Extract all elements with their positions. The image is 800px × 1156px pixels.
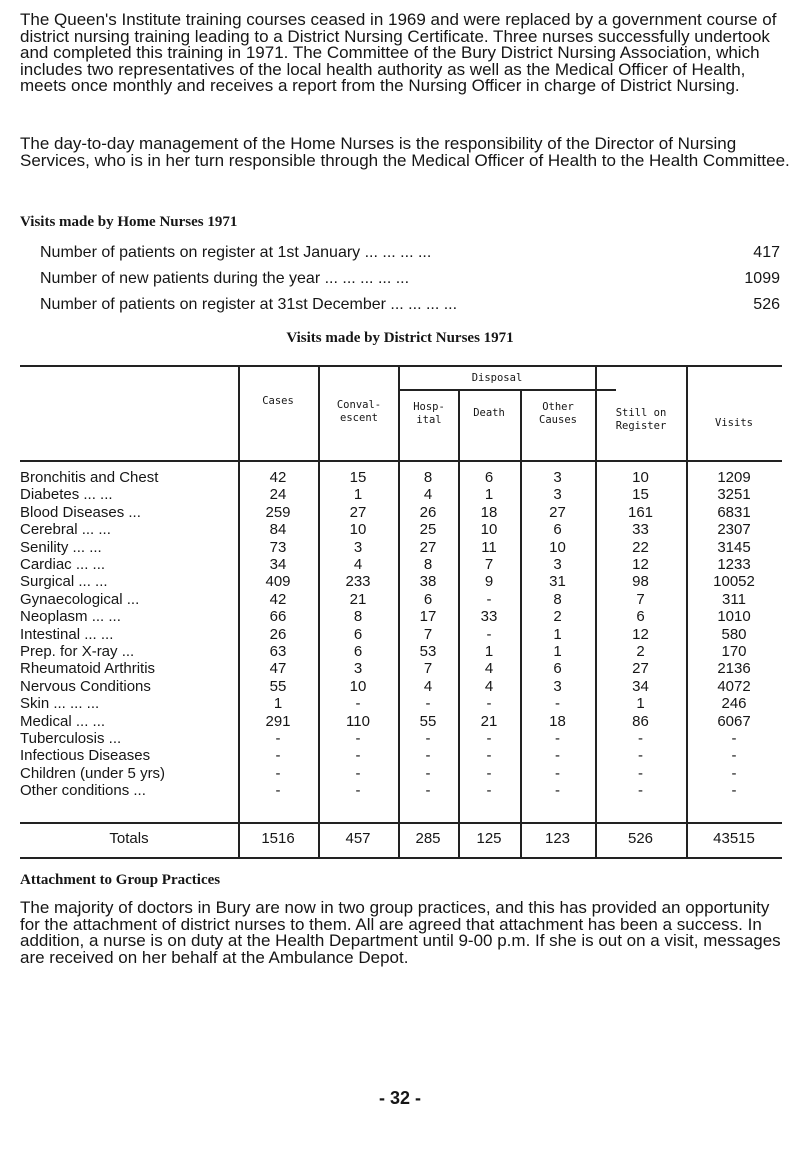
cell-hospital: 8 (423, 556, 433, 573)
totals-row (20, 830, 782, 850)
intro-paragraph-2: The day-to-day management of the Home Nurses is the responsibility of the Director of Nursing Services, who is in her turn responsible through the Medical Officer of Health to the Health Committee. (20, 134, 790, 170)
totals-label: Totals (109, 830, 149, 847)
register-line-value: 526 (753, 296, 780, 313)
cell-death: 6 (484, 469, 494, 486)
cell-other-causes: 3 (553, 677, 562, 695)
cell-visits: 4072 (717, 677, 751, 695)
row-label: Diabetes ... ... (20, 486, 113, 504)
cell-cases: 291 (265, 712, 291, 730)
cell-visits: 1233 (717, 556, 751, 573)
cell-other-causes: 31 (549, 573, 566, 591)
row-label: Rheumatoid Arthritis (20, 660, 156, 678)
cell-visits: - (731, 782, 737, 800)
intro-paragraph-1: The Queen's Institute training courses ceased in 1969 and were replaced by a government course of district nursing training leading to a District Nursing Certificate. Three nurses successfully undertook and completed this training in 1971. The Committee of the Bury District Nursing Association, which includes two representatives of the local health authority as well as the Medical Officer of Health, meets once monthly and receives a report from the Nursing Officer in charge of District Nursing. (20, 10, 777, 96)
cell-still-on-register: 86 (632, 712, 649, 730)
cell-other-causes: - (555, 782, 560, 800)
cell-death: 10 (480, 521, 498, 539)
cell-convalescent: 233 (345, 573, 371, 591)
cell-death: 1 (484, 486, 494, 504)
cell-still-on-register: 1 (636, 695, 645, 713)
row-label: Prep. for X-ray ... (20, 643, 135, 660)
row-label: Tuberculosis ... (20, 730, 122, 747)
district-nurses-heading: Visits made by District Nurses 1971 (286, 330, 514, 346)
cell-other-causes: - (555, 747, 560, 765)
table-row (20, 558, 782, 571)
cell-cases: 26 (269, 625, 287, 643)
cell-convalescent: 27 (349, 503, 367, 521)
cell-still-on-register: 12 (632, 625, 649, 643)
cell-still-on-register: 15 (632, 486, 649, 504)
totals-death: 125 (476, 830, 502, 847)
register-line-value: 417 (753, 244, 780, 261)
cell-cases: 47 (269, 660, 287, 678)
table-row (20, 608, 782, 626)
table-row (20, 521, 782, 539)
cell-other-causes: - (555, 695, 560, 713)
totals-other-causes: 123 (544, 830, 571, 847)
cell-other-causes: 3 (553, 486, 562, 504)
register-line-label: Number of patients on register at 31st December ... ... ... ... (40, 296, 458, 313)
cell-convalescent: - (355, 764, 361, 782)
cell-hospital: 17 (419, 608, 437, 626)
cell-cases: 63 (269, 643, 287, 660)
cell-still-on-register: 34 (632, 677, 649, 695)
cell-still-on-register: 7 (636, 590, 645, 608)
cell-visits: - (731, 764, 737, 782)
cell-hospital: 4 (423, 677, 433, 695)
cell-death: - (486, 695, 492, 713)
totals-hospital: 285 (415, 830, 441, 847)
row-label: Blood Diseases ... (20, 503, 141, 521)
row-label: Skin ... ... ... (20, 695, 100, 713)
register-line-label: Number of patients on register at 1st January ... ... ... ... (40, 244, 432, 261)
cell-visits: 3145 (717, 538, 751, 556)
cell-convalescent: 8 (353, 608, 363, 626)
totals-still-on-register: 526 (627, 830, 654, 847)
table-row (20, 573, 782, 591)
row-label: Intestinal ... ... (20, 625, 114, 643)
cell-visits: 6067 (717, 712, 751, 730)
cell-cases: 1 (273, 695, 283, 713)
cell-hospital: 6 (423, 590, 433, 608)
cell-hospital: 38 (419, 573, 437, 591)
cell-hospital: 8 (423, 469, 433, 486)
table-row (20, 625, 782, 643)
cell-visits: 1209 (717, 469, 751, 486)
cell-cases: 66 (269, 608, 287, 626)
cell-death: 9 (484, 573, 494, 591)
cell-visits: 311 (722, 590, 746, 608)
header-death: Death (473, 407, 505, 419)
cell-visits: 10052 (713, 573, 755, 591)
row-label: Neoplasm ... ... (20, 608, 121, 626)
cell-hospital: 27 (419, 538, 437, 556)
row-label: Gynaecological ... (20, 590, 140, 608)
cell-convalescent: 6 (353, 625, 363, 643)
home-nurses-heading: Visits made by Home Nurses 1971 (20, 214, 238, 230)
cell-hospital: 25 (419, 521, 437, 539)
table-row (20, 732, 782, 745)
cell-hospital: - (425, 747, 431, 765)
row-label: Cerebral ... ... (20, 521, 111, 539)
register-line-1st-january (40, 244, 780, 268)
cell-other-causes: 6 (553, 660, 562, 678)
table-row (20, 503, 782, 521)
cell-death: 18 (480, 503, 498, 521)
cell-cases: 34 (269, 556, 287, 573)
cell-convalescent: 3 (353, 538, 363, 556)
cell-hospital: 4 (423, 486, 433, 504)
cell-still-on-register: 161 (627, 503, 654, 521)
cell-other-causes: 3 (553, 556, 562, 573)
cell-visits: - (731, 747, 737, 765)
table-row (20, 590, 782, 608)
cell-still-on-register: - (638, 764, 643, 782)
cell-cases: - (275, 730, 281, 747)
table-row (20, 677, 782, 695)
row-label: Medical ... ... (20, 712, 106, 730)
cell-visits: 2307 (717, 521, 751, 539)
cell-still-on-register: - (638, 730, 643, 747)
cell-convalescent: 110 (346, 712, 370, 730)
cell-death: 4 (484, 660, 494, 678)
district-nurses-table (20, 365, 782, 859)
totals-visits: 43515 (713, 830, 755, 847)
cell-convalescent: 4 (353, 556, 363, 573)
table-row (20, 747, 782, 765)
table-row (20, 486, 782, 504)
cell-cases: 73 (269, 538, 287, 556)
cell-cases: 42 (269, 469, 287, 486)
cell-visits: 246 (721, 695, 747, 713)
totals-cases: 1516 (261, 830, 295, 847)
cell-death: 33 (480, 608, 498, 626)
cell-cases: 409 (265, 573, 291, 591)
cell-still-on-register: 10 (632, 469, 649, 486)
cell-still-on-register: 12 (632, 556, 649, 573)
cell-still-on-register: 6 (636, 608, 645, 626)
attachment-paragraph: The majority of doctors in Bury are now in two group practices, and this has provided an opportunity for the attachment of district nurses to them. All are agreed that attachment has been a success. In addition, a nurse is on duty at the Health Department until 9-00 p.m. If she is out on a visit, messages are received on her behalf at the Ambulance Depot. (20, 898, 781, 967)
cell-visits: - (731, 730, 737, 747)
cell-convalescent: 10 (349, 677, 367, 695)
cell-cases: - (275, 782, 281, 800)
header-other-causes: Other Causes (539, 401, 577, 426)
table-row (20, 471, 782, 484)
register-line-new-patients (40, 270, 780, 294)
cell-other-causes: 1 (553, 643, 562, 660)
cell-death: - (486, 590, 492, 608)
cell-hospital: - (425, 764, 431, 782)
page-number: - 32 - (378, 1088, 421, 1108)
row-label: Infectious Diseases (20, 747, 151, 765)
cell-death: 21 (480, 712, 498, 730)
cell-convalescent: 6 (353, 643, 363, 660)
cell-other-causes: 6 (553, 521, 562, 539)
cell-death: - (486, 730, 492, 747)
cell-other-causes: - (555, 730, 560, 747)
cell-cases: - (275, 764, 281, 782)
totals-convalescent: 457 (345, 830, 371, 847)
cell-death: - (486, 764, 492, 782)
cell-convalescent: - (355, 747, 361, 765)
cell-hospital: 7 (423, 625, 433, 643)
register-line-31st-december (40, 296, 780, 320)
cell-convalescent: - (355, 695, 361, 713)
cell-death: 7 (484, 556, 494, 573)
row-label: Children (under 5 yrs) (20, 764, 166, 782)
header-hospital: Hosp- ital (413, 401, 445, 426)
cell-convalescent: 15 (349, 469, 367, 486)
cell-still-on-register: - (638, 747, 643, 765)
header-convalescent: Conval- escent (336, 399, 382, 424)
cell-hospital: 26 (419, 503, 437, 521)
cell-other-causes: 10 (549, 538, 566, 556)
row-label: Surgical ... ... (20, 573, 108, 591)
cell-cases: 84 (269, 521, 287, 539)
table-row (20, 712, 782, 730)
cell-convalescent: 21 (349, 590, 367, 608)
cell-still-on-register: 22 (632, 538, 649, 556)
row-label: Senility ... ... (20, 538, 102, 556)
table-row (20, 695, 782, 713)
header-disposal: Disposal (471, 372, 523, 384)
cell-death: 4 (484, 677, 494, 695)
cell-other-causes: 18 (549, 712, 566, 730)
cell-convalescent: 1 (353, 486, 363, 504)
cell-other-causes: 3 (553, 469, 562, 486)
cell-hospital: - (425, 782, 431, 800)
table-row (20, 782, 782, 800)
cell-death: 1 (484, 643, 494, 660)
cell-still-on-register: 33 (632, 521, 649, 539)
register-line-label: Number of new patients during the year ... ... ... ... ... (40, 270, 410, 287)
cell-hospital: 55 (419, 712, 437, 730)
cell-other-causes: 1 (553, 625, 562, 643)
cell-death: 11 (481, 538, 497, 556)
cell-hospital: - (425, 695, 431, 713)
table-row (20, 764, 782, 782)
register-line-value: 1099 (744, 270, 780, 287)
cell-cases: 24 (269, 486, 287, 504)
cell-cases: 42 (269, 590, 287, 608)
cell-convalescent: - (355, 730, 361, 747)
cell-cases: - (275, 747, 281, 765)
cell-visits: 3251 (717, 486, 751, 504)
cell-cases: 55 (269, 677, 287, 695)
cell-still-on-register: 2 (636, 643, 645, 660)
cell-other-causes: 8 (553, 590, 562, 608)
cell-visits: 6831 (717, 503, 751, 521)
row-label: Nervous Conditions (20, 677, 151, 695)
cell-convalescent: 10 (349, 521, 367, 539)
header-still-on-register: Still on Register (615, 407, 667, 432)
cell-still-on-register: 98 (632, 573, 649, 591)
cell-hospital: 53 (419, 643, 437, 660)
cell-hospital: - (425, 730, 431, 747)
cell-cases: 259 (265, 503, 291, 521)
attachment-heading: Attachment to Group Practices (20, 872, 221, 888)
cell-visits: 1010 (717, 608, 751, 626)
row-label: Bronchitis and Chest (20, 469, 159, 486)
cell-convalescent: 3 (353, 660, 363, 678)
table-row (20, 645, 782, 658)
header-cases: Cases (262, 395, 294, 407)
header-visits: Visits (715, 417, 753, 429)
row-label: Cardiac ... ... (20, 556, 106, 573)
cell-other-causes: 27 (549, 503, 566, 521)
cell-death: - (486, 747, 492, 765)
cell-visits: 170 (721, 643, 747, 660)
cell-death: - (486, 625, 492, 643)
cell-still-on-register: 27 (632, 660, 649, 678)
cell-convalescent: - (355, 782, 361, 800)
cell-visits: 2136 (717, 660, 751, 678)
row-label: Other conditions ... (20, 782, 146, 800)
cell-still-on-register: - (638, 782, 643, 800)
cell-visits: 580 (721, 625, 747, 643)
cell-death: - (486, 782, 492, 800)
table-row (20, 538, 782, 556)
table-row (20, 660, 782, 678)
cell-other-causes: - (555, 764, 560, 782)
cell-hospital: 7 (423, 660, 433, 678)
cell-other-causes: 2 (553, 608, 562, 626)
